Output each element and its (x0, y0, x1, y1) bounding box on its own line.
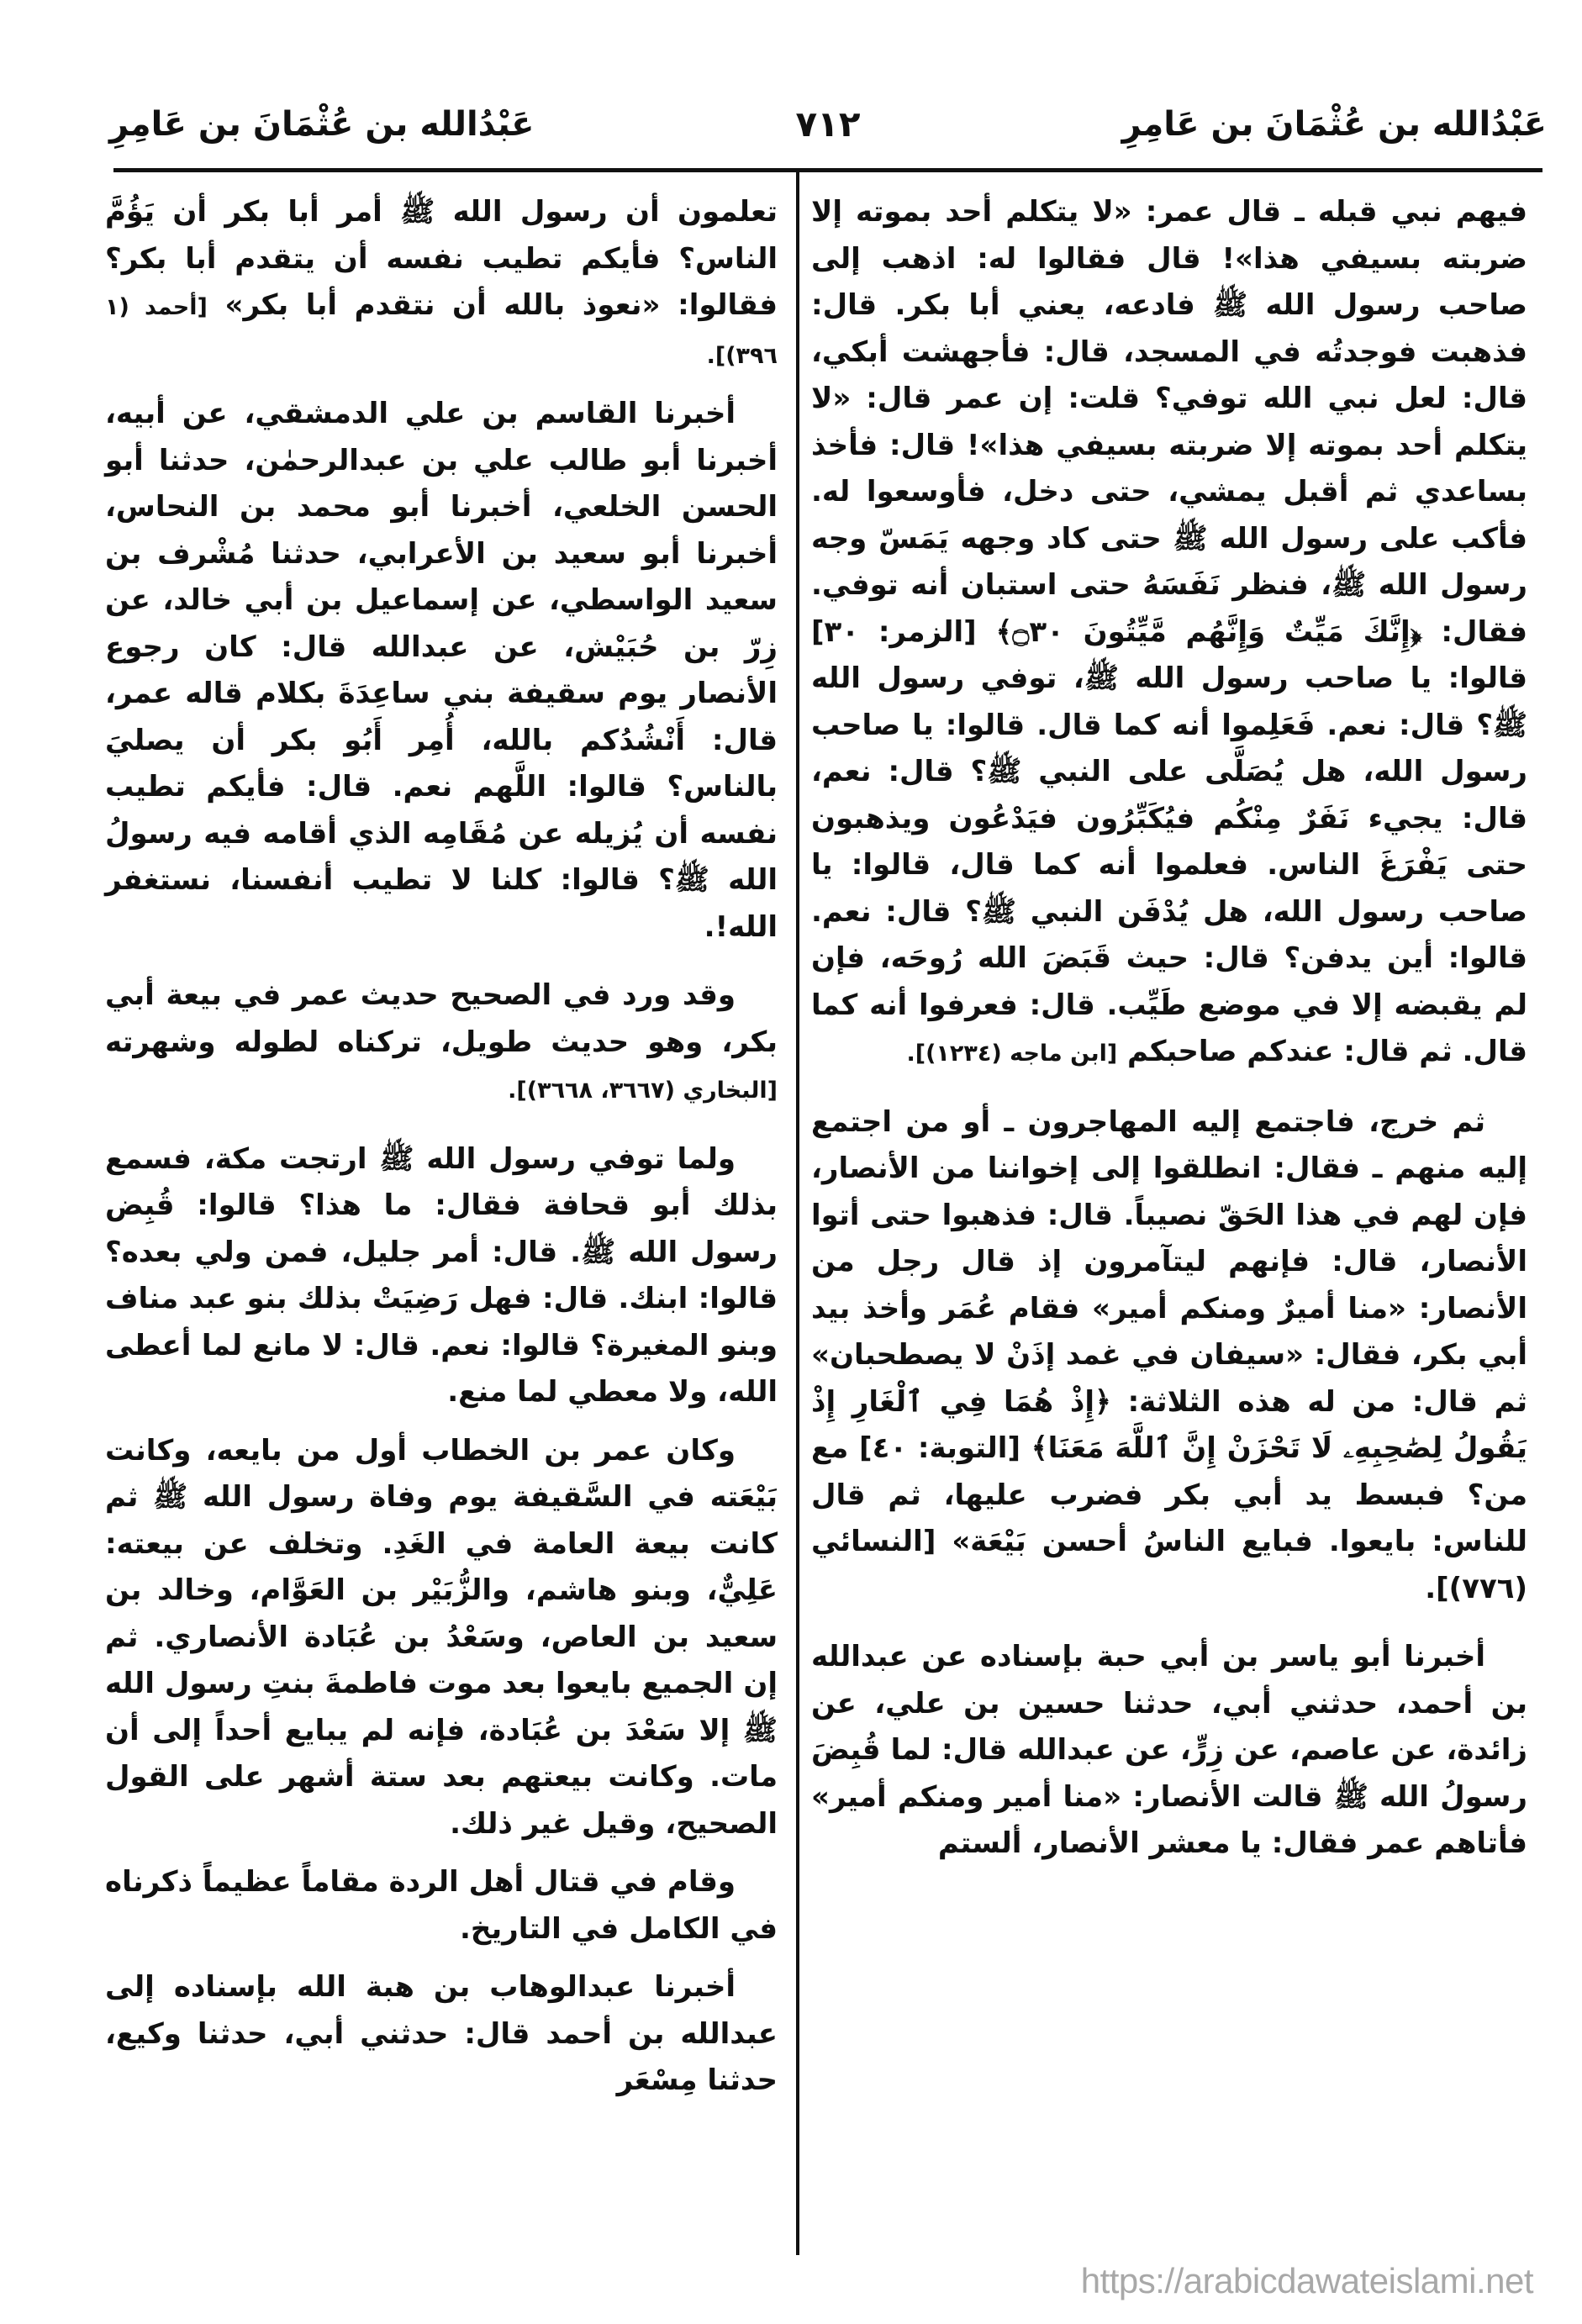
paragraph-text: وقد ورد في الصحيح حديث عمر في بيعة أبي بكر، وهو حديث طويل، تركناه لطوله وشهرته (105, 978, 778, 1059)
paragraph (105, 972, 778, 1115)
header-title-right: عَبْدُالله بن عُثْمَانَ بن عَامِرِ (1121, 105, 1547, 144)
header-title-left: عَبْدُالله بن عُثْمَانَ بن عَامِرِ (109, 105, 535, 144)
paragraph (811, 1099, 1527, 1613)
paragraph-text: أخبرنا عبدالوهاب بن هبة الله بإسناده إلى عبدالله بن أحمد قال: حدثني أبي، حدثنا وكيع، حدثنا مِسْعَر (105, 1970, 778, 2097)
paragraph (105, 1859, 778, 1952)
right-column (811, 189, 1527, 1879)
citation: [أحمد (١ ٣٩٦)]. (105, 294, 778, 369)
column-divider (796, 171, 799, 2255)
left-column (105, 189, 778, 2116)
page-number: ٧١٢ (795, 103, 861, 145)
paragraph (105, 189, 778, 379)
paragraph-text: وكان عمر بن الخطاب أول من بايعه، وكانت بَيْعَته في السَّقيفة يوم وفاة رسول الله ﷺ ثم كانت بيعة العامة في الغَدِ. وتخلف عن بيعته: عَلِيٌّ، وبنو هاشم، والزُّبَيْر بن العَوَّام، وخالد بن سعيد بن العاص، وسَعْدُ بن عُبَادة الأنصاري. ثم إن الجميع بايعوا بعد موت فاطمةَ بنتِ رسول الله ﷺ إلا سَعْدَ بن عُبَادة، فإنه لم يبايع أحداً إلى أن مات. وكانت بيعتهم بعد ستة أشهر على القول الصحيح، وقيل غير ذلك. (105, 1433, 778, 1841)
paragraph (105, 391, 778, 951)
paragraph-text: ولما توفي رسول الله ﷺ ارتجت مكة، فسمع بذلك أبو قحافة فقال: ما هذا؟ قالوا: قُبِض رسول الله ﷺ. قال: أمر جليل، فمن ولي بعده؟ قالوا: ابنك. قال: فهل رَضِيَتْ بذلك بنو عبد مناف وبنو المغيرة؟ قالوا: نعم. قال: لا مانع لما أعطى الله، ولا معطي لما منع. (105, 1141, 778, 1409)
watermark-url: https://arabicdawateislami.net (1080, 2261, 1533, 2300)
paragraph-text: أخبرنا القاسم بن علي الدمشقي، عن أبيه، أخبرنا أبو طالب علي بن عبدالرحمٰن، حدثنا أبو الحسن الخلعي، أخبرنا أبو محمد بن النحاس، أخبرنا أبو سعيد بن الأعرابي، حدثنا مُشْرف بن سعيد الواسطي، عن إسماعيل بن أبي خالد، عن زِرّ بن حُبَيْش، عن عبدالله قال: كان رجوع الأنصار يوم سقيفة بني ساعِدَةَ بكلام قاله عمر، قال: أَنْشُدُكم بالله، أُمِر أَبُو بكر أن يصليَ بالناس؟ قالوا: اللَّهم نعم. قال: فأيكم تطيب نفسه أن يُزيله عن مُقَامِه الذي أقامه فيه رسولُ الله ﷺ؟ قالوا: كلنا لا تطيب أنفسنا، نستغفر الله!. (105, 397, 778, 944)
paragraph-text: أخبرنا أبو ياسر بن أبي حبة بإسناده عن عبدالله بن أحمد، حدثني أبي، حدثنا حسين بن علي، عن زائدة، عن عاصم، عن زِرٍّ، عن عبدالله قال: لما قُبِضَ رسولُ الله ﷺ قالت الأنصار: «منا أمير ومنكم أمير» فأتاهم عمر فقال: يا معشر الأنصار، ألستم (811, 1640, 1527, 1860)
running-header (109, 99, 1547, 166)
paragraph (811, 1634, 1527, 1868)
paragraph (105, 1428, 778, 1848)
citation: [ابن ماجه (١٢٣٤)]. (906, 1041, 1118, 1067)
paragraph (811, 189, 1527, 1078)
header-rule (113, 168, 1542, 172)
paragraph-text: ثم خرج، فاجتمع إليه المهاجرون ـ أو من اجتمع إليه منهم ـ فقال: انطلقوا إلى إخواننا من الأنصار، فإن لهم في هذا الحَقّ نصيباً. قال: فذهبوا حتى أتوا الأنصار، قال: فإنهم ليتآمرون إذ قال رجل من الأنصار: «منا أميرٌ ومنكم أمير» فقام عُمَر وأخذ بيد أبي بكر، فقال: «سيفان في غمد إذَنْ لا يصطحبان» ثم قال: من له هذه الثلاثة: ﴿إِذْ هُمَا فِي ٱلْغَارِ إِذْ يَقُولُ لِصَٰحِبِهِۦ لَا تَحْزَنْ إِنَّ ٱللَّهَ مَعَنَا﴾ [التوبة: ٤٠] مع من؟ فبسط يد أبي بكر فضرب عليها، ثم قال للناس: بايعوا. فبايع الناسُ أحسن بَيْعَة» [النسائي (٧٧٦)]. (811, 1104, 1527, 1605)
paragraph-text: وقام في قتال أهل الردة مقاماً عظيماً ذكرناه في الكامل في التاريخ. (105, 1865, 778, 1946)
paragraph-text: فيهم نبي قبله ـ قال عمر: «لا يتكلم أحد بموته إلا ضربته بسيفي هذا»! قال فقالوا له: اذهب إلى صاحب رسول الله ﷺ فادعه، يعني أبا بكر. قال: فذهبت فوجدتُه في المسجد، قال: فأجهشت أبكي، قال: لعل نبي الله توفي؟ قلت: إن عمر قال: «لا يتكلم أحد بموته إلا ضربته بسيفي هذا»! قال: فأخذ بساعدي ثم أقبل يمشي، حتى دخل، فأوسعوا له. فأكب على رسول الله ﷺ حتى كاد وجهه يَمَسّ وجه رسول الله ﷺ، فنظر نَفَسَهُ حتى استبان أنه توفي. فقال: ﴿إِنَّكَ مَيِّتٌ وَإِنَّهُم مَّيِّتُونَ ۝٣٠﴾ [الزمر: ٣٠] قالوا: يا صاحب رسول الله ﷺ، توفي رسول الله ﷺ؟ قال: نعم. فَعَلِموا أنه كما قال. قالوا: يا صاحب رسول الله، هل يُصَلَّى على النبي ﷺ؟ قال: نعم، قال: يجيء نَفَرٌ مِنْكُم فيُكَبِّرُون فيَدْعُون ويذهبون حتى يَفْرَغَ الناس. فعلموا أنه كما قال، قالوا: يا صاحب رسول الله، هل يُدْفَن النبي ﷺ؟ قال: نعم. قالوا: أين يدفن؟ قال: حيث قَبَضَ الله رُوحَه، فإن لم يقبضه إلا في موضع طَيِّب. قال: فعرفوا أنه كما قال. ثم قال: عندكم صاحبكم (811, 195, 1527, 1068)
citation: [البخاري (٣٦٦٧، ٣٦٦٨)]. (508, 1078, 778, 1104)
paragraph (105, 1136, 778, 1416)
paragraph (105, 1964, 778, 2105)
paragraph-text: تعلمون أن رسول الله ﷺ أمر أبا بكر أن يَؤُمَّ الناس؟ فأيكم تطيب نفسه أن يتقدم أبا بكر؟ فقالوا: «نعوذ بالله أن نتقدم أبا بكر» (105, 195, 778, 322)
